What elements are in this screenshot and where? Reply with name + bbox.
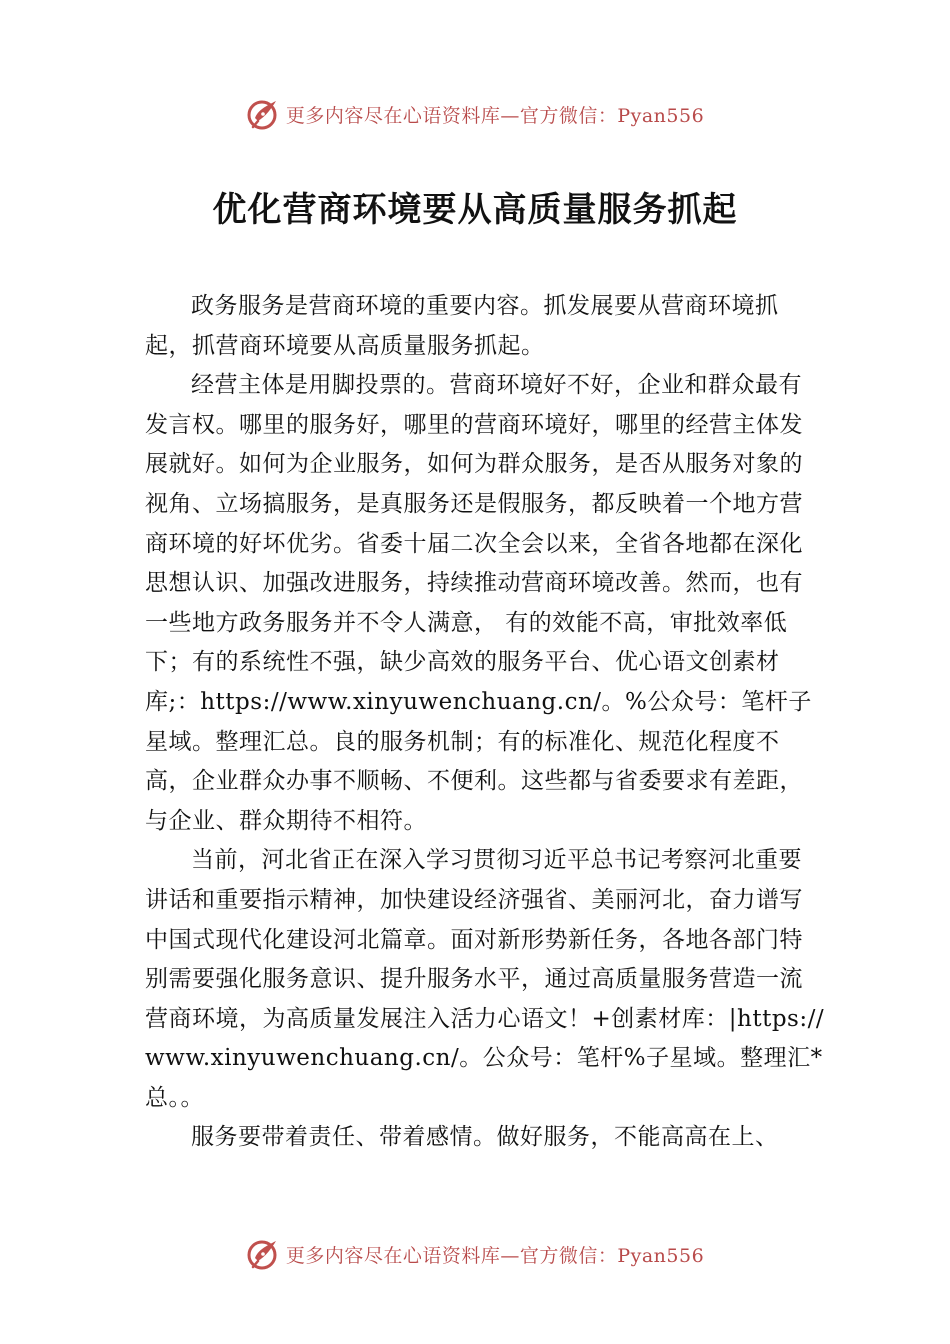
pen-nib-logo-icon bbox=[246, 1236, 282, 1272]
footer-banner-text: 更多内容尽在心语资料库—官方微信：Pyan556 bbox=[285, 1244, 705, 1267]
footer-watermark-banner bbox=[0, 1234, 950, 1274]
paragraph-1: 政务服务是营商环境的重要内容。抓发展要从营商环境抓起，抓营商环境要从高质量服务抓起。 bbox=[145, 293, 779, 359]
paragraph-4: 服务要带着责任、带着感情。做好服务，不能高高在上、 bbox=[191, 1124, 779, 1151]
header-watermark-banner bbox=[0, 94, 950, 134]
document-body bbox=[145, 287, 825, 1158]
paragraph-2: 经营主体是用脚投票的。营商环境好不好，企业和群众最有发言权。哪里的服务好，哪里的营商环境好，哪里的经营主体发展就好。如何为企业服务，如何为群众服务，是否从服务对象的视角、立场搞服务，是真服务还是假服务，都反映着一个地方营商环境的好坏优劣。省委十届二次全会以来，全省各地都在深化思想认识、加强改进服务，持续推动营商环境改善。然而，也有一些地方政务服务并不令人满意， 有的效能不高，审批效率低下；有的系统性不强，缺少高效的服务平台、优心语文创素材库;：https://www.xinyuwenchuang.cn/。%公众号：笔杆子星域。整理汇总。良的服务机制；有的标准化、规范化程度不高，企业群众办事不顺畅、不便利。这些都与省委要求有差距，与企业、群众期待不相符。 bbox=[145, 372, 812, 834]
document-title: 优化营商环境要从高质量服务抓起 bbox=[212, 190, 738, 230]
paragraph-3: 当前，河北省正在深入学习贯彻习近平总书记考察河北重要讲话和重要指示精神，加快建设经济强省、美丽河北，奋力谱写中国式现代化建设河北篇章。面对新形势新任务，各地各部门特别需要强化服务意识、提升服务水平，通过高质量服务营造一流营商环境，为高质量发展注入活力心语文！+创素材库：|https://www.xinyuwenchuang.cn/。公众号：笔杆%子星域。整理汇*总。。 bbox=[145, 847, 825, 1111]
header-banner-text: 更多内容尽在心语资料库—官方微信：Pyan556 bbox=[285, 104, 705, 127]
pen-nib-logo-icon bbox=[246, 96, 282, 132]
